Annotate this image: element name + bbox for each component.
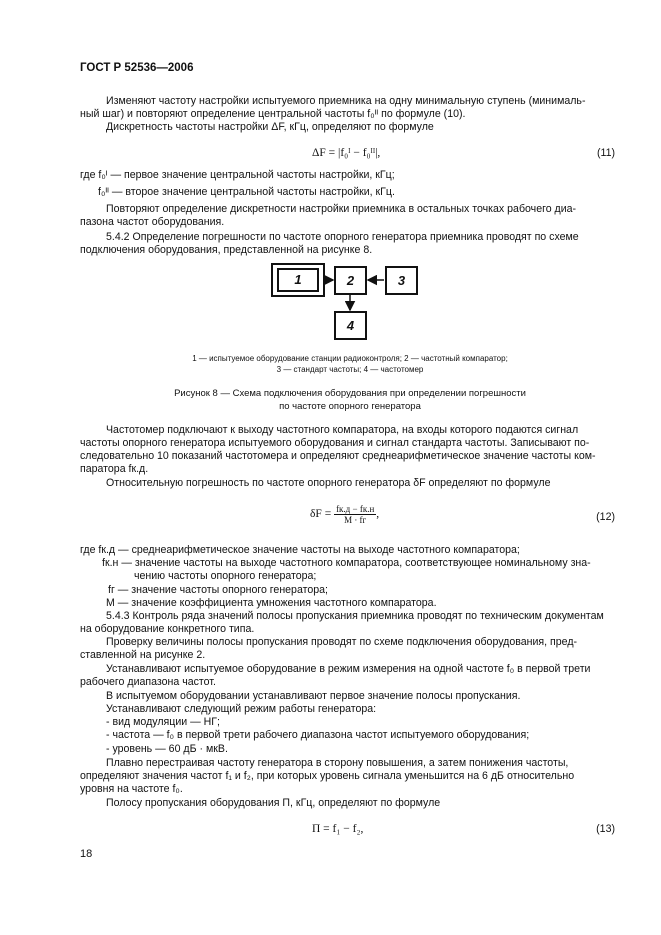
where12-line1: где fк.д — среднеарифметическое значение частоты на выходе частотного компаратора; xyxy=(80,544,520,556)
para5-line9: - вид модуляции — НГ; xyxy=(106,716,220,728)
para5-line3: Проверку величины полосы пропускания проводят по схеме подключения оборудования, пред- xyxy=(106,636,578,648)
figure-legend-line2: 3 — стандарт частоты; 4 — частотомер xyxy=(276,365,424,374)
para4-line3: следовательно 10 показаний частотомера и определяют среднеарифметическое значение частоты ком- xyxy=(80,450,596,462)
block-2-comparator: 2 xyxy=(334,266,367,295)
equation-11: ΔF = |f₀ᴵ − f₀ᴵᴵ|, xyxy=(312,147,381,159)
para5-line13: определяют значения частот f₁ и f₂, при которых уровень сигнала уменьшится на 6 дБ относительно xyxy=(80,770,575,782)
page-number: 18 xyxy=(80,848,93,860)
standard-header: ГОСТ Р 52536—2006 xyxy=(80,62,194,74)
figure-caption-line1: Рисунок 8 — Схема подключения оборудования при определении погрешности xyxy=(174,388,526,399)
equation-12-denominator: M · fг xyxy=(344,515,367,525)
para1-line1: Изменяют частоту настройки испытуемого приемника на одну минимальную ступень (минималь- xyxy=(106,95,586,107)
equation-12-lhs: δF = xyxy=(310,508,332,521)
equation-13: П = f₁ − f₂, xyxy=(312,823,364,835)
figure-legend-line1: 1 — испытуемое оборудование станции радиоконтроля; 2 — частотный компаратор; xyxy=(192,354,508,363)
para2-line1: Повторяют определение дискретности настройки приемника в остальных точках рабочего диа- xyxy=(106,203,577,215)
para5-line2: на оборудование конкретного типа. xyxy=(80,623,255,635)
para5-line7: В испытуемом оборудовании устанавливают первое значение полосы пропускания. xyxy=(106,690,521,702)
equation-13-number: (13) xyxy=(596,823,615,835)
para2-line2: пазона частот оборудования. xyxy=(80,216,225,228)
equation-11-number: (11) xyxy=(596,147,615,159)
para5-line5: Устанавливают испытуемое оборудование в режим измерения на одной частоте f₀ в первой трети xyxy=(106,663,591,675)
figure-caption-line2: по частоте опорного генератора xyxy=(279,401,421,412)
para5-line6: рабочего диапазона частот. xyxy=(80,676,216,688)
where11-line1: где f₀ᴵ — первое значение центральной частоты настройки, кГц; xyxy=(80,169,395,181)
where12-line2: fк.н — значение частоты на выходе частотного компаратора, соответствующее номинальному зна- xyxy=(102,557,591,569)
where11-line2: f₀ᴵᴵ — второе значение центральной частоты настройки, кГц. xyxy=(98,186,395,198)
where12-line5: M — значение коэффициента умножения частотного компаратора. xyxy=(106,597,437,609)
para5-line12: Плавно перестраивая частоту генератора в сторону повышения, а затем понижения частоты, xyxy=(106,757,569,769)
para5-line14: уровня на частоте f₀. xyxy=(80,783,183,795)
where12-line4: fг — значение частоты опорного генератора; xyxy=(108,584,328,596)
para3-line2: подключения оборудования, представленной на рисунке 8. xyxy=(80,244,373,256)
where12-line3: чению частоты опорного генератора; xyxy=(134,570,317,582)
para4-line5: Относительную погрешность по частоте опорного генератора δF определяют по формуле xyxy=(106,477,551,489)
para5-line10: - частота — f₀ в первой трети рабочего диапазона частот испытуемого оборудования; xyxy=(106,729,530,741)
para4-line1: Частотомер подключают к выходу частотного компаратора, на входы которого подаются сигнал xyxy=(106,424,579,436)
equation-12-fraction xyxy=(334,504,376,525)
para5-line15: Полосу пропускания оборудования П, кГц, определяют по формуле xyxy=(106,797,441,809)
block-3-frequency-standard: 3 xyxy=(385,266,418,295)
para5-line8: Устанавливают следующий режим работы генератора: xyxy=(106,703,377,715)
para1-line2: ный шаг) и повторяют определение центральной частоты f₀ᴵᴵ по формуле (10). xyxy=(80,108,466,120)
para5-line11: - уровень — 60 дБ · мкВ. xyxy=(106,743,228,755)
equation-12-numerator: fк.д − fк.н xyxy=(336,504,375,514)
equation-12 xyxy=(310,504,379,525)
para5-line4: ставленной на рисунке 2. xyxy=(80,649,206,661)
block-1-equipment: 1 xyxy=(277,268,319,292)
equation-12-tail: , xyxy=(376,508,380,521)
para3-line1: 5.4.2 Определение погрешности по частоте опорного генератора приемника проводят по схеме xyxy=(106,231,579,243)
para4-line2: частоты опорного генератора испытуемого оборудования и сигнал стандарта частоты. Записывают по- xyxy=(80,437,590,449)
equation-12-number: (12) xyxy=(596,511,615,523)
para1-line3: Дискретность частоты настройки ΔF, кГц, определяют по формуле xyxy=(106,121,434,133)
para5-line1: 5.4.3 Контроль ряда значений полосы пропускания приемника проводят по техническим документам xyxy=(106,610,604,622)
block-4-frequency-meter: 4 xyxy=(334,311,367,340)
para4-line4: паратора fк.д. xyxy=(80,463,149,475)
